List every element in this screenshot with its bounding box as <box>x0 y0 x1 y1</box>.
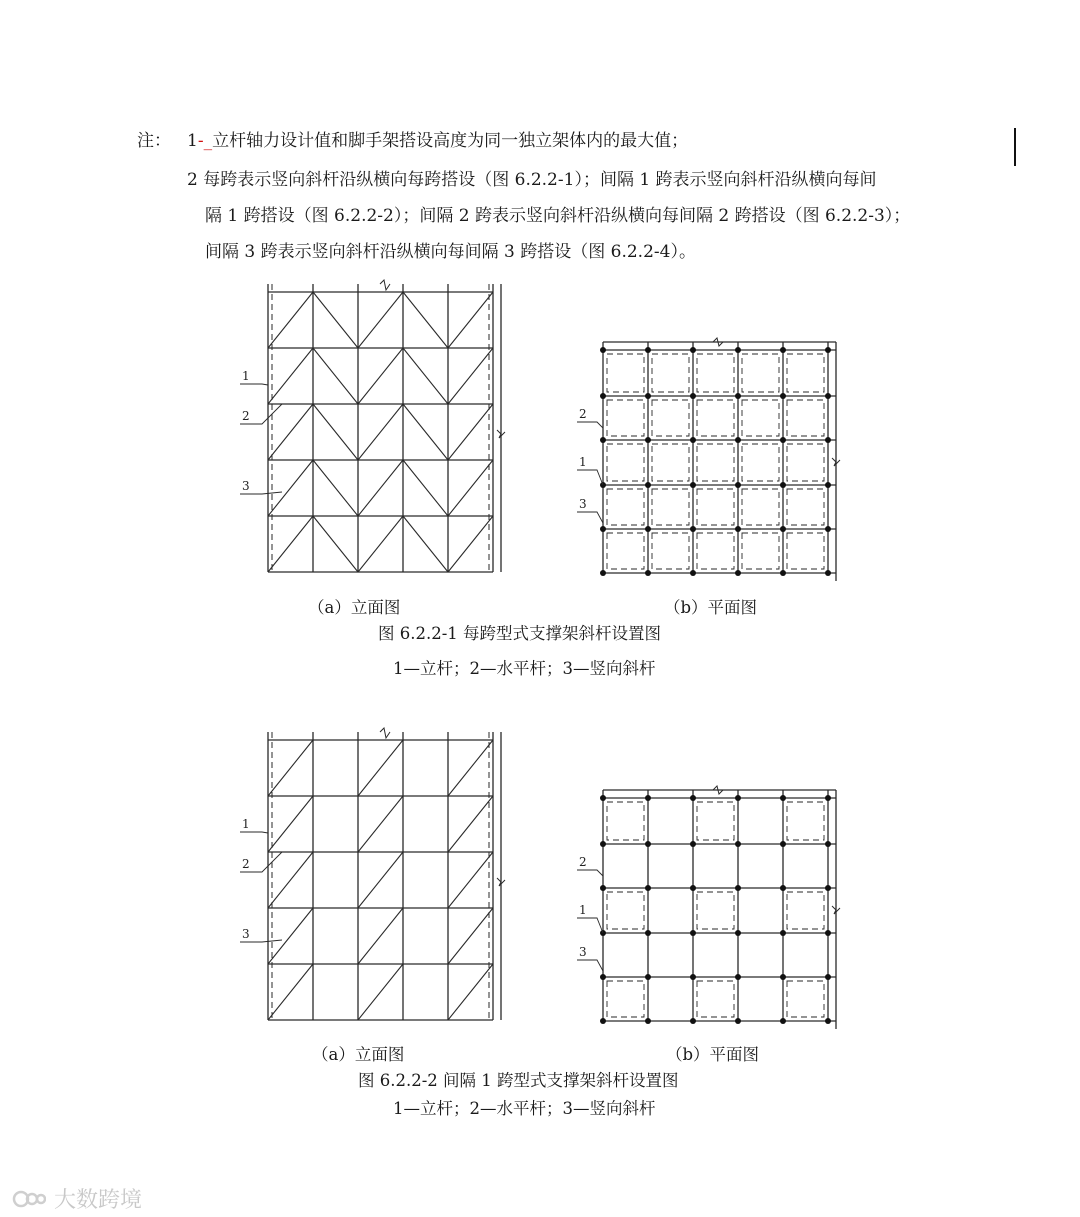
elevation-diagonal-brace <box>448 404 493 460</box>
plan-label-1: 2 <box>579 855 587 869</box>
plan-node <box>600 347 606 353</box>
elevation-diagonal-brace <box>358 796 403 852</box>
plan-node <box>825 1018 831 1024</box>
fig1-legend: 1—立杆；2—水平杆；3—竖向斜杆 <box>393 659 656 678</box>
fig2-plan-caption: （b）平面图 <box>666 1045 760 1064</box>
plan-node <box>780 526 786 532</box>
plan-leader-line <box>577 470 603 485</box>
plan-node <box>735 841 741 847</box>
plan-node <box>690 393 696 399</box>
plan-brace-square <box>607 489 644 525</box>
plan-brace-square <box>652 489 689 525</box>
elevation-diagonal-brace <box>313 348 358 404</box>
elevation-diagonal-brace <box>358 852 403 908</box>
plan-node <box>735 347 741 353</box>
plan-brace-square <box>742 444 779 481</box>
plan-node <box>690 347 696 353</box>
plan-node <box>825 482 831 488</box>
plan-node <box>600 795 606 801</box>
elevation-diagonal-brace <box>268 908 313 964</box>
elevation-diagonal-brace <box>268 964 313 1020</box>
elevation-diagonal-brace <box>358 516 403 572</box>
elevation-diagonal-brace <box>403 292 448 348</box>
plan-node <box>600 841 606 847</box>
plan-node <box>690 1018 696 1024</box>
plan-brace-square <box>697 533 734 569</box>
plan-node <box>690 885 696 891</box>
plan-node <box>645 482 651 488</box>
plan-node <box>825 795 831 801</box>
plan-brace-square <box>652 533 689 569</box>
elevation-label-1: 1 <box>242 817 250 831</box>
elevation-diagonal-brace <box>313 460 358 516</box>
plan-brace-square <box>697 354 734 392</box>
elevation-diagonal-brace <box>448 964 493 1020</box>
elevation-label-3: 3 <box>242 927 250 941</box>
plan-node <box>690 570 696 576</box>
plan-leader-line <box>577 870 603 876</box>
plan-node <box>780 393 786 399</box>
plan-brace-square <box>652 400 689 436</box>
plan-brace-square <box>787 400 824 436</box>
plan-node <box>735 974 741 980</box>
plan-brace-square <box>697 400 734 436</box>
plan-node <box>690 437 696 443</box>
plan-node <box>825 393 831 399</box>
plan-node <box>645 347 651 353</box>
plan-label-3: 3 <box>579 497 587 511</box>
elevation-break-mark <box>380 728 390 738</box>
note-2-line-3: 间隔 3 跨表示竖向斜杆沿纵横向每间隔 3 跨搭设（图 6.2.2-4）。 <box>205 242 696 262</box>
note-2-line-1: 2 每跨表示竖向斜杆沿纵横向每跨搭设（图 6.2.2-1）；间隔 1 跨表示竖向斜杆沿纵横向每间 <box>187 170 877 190</box>
plan-node <box>645 570 651 576</box>
fig2-elevation-drawing <box>230 728 530 1033</box>
elevation-diagonal-brace <box>358 348 403 404</box>
plan-brace-square <box>742 533 779 569</box>
elevation-label-1: 1 <box>242 369 250 383</box>
plan-brace-square <box>787 533 824 569</box>
plan-node <box>600 393 606 399</box>
note-1 <box>187 133 688 150</box>
plan-node <box>600 974 606 980</box>
elevation-diagonal-brace <box>358 740 403 796</box>
plan-brace-square <box>742 489 779 525</box>
plan-node <box>825 526 831 532</box>
plan-node <box>735 437 741 443</box>
fig2-elevation-caption: （a）立面图 <box>312 1045 405 1064</box>
plan-brace-square <box>607 400 644 436</box>
plan-node <box>825 930 831 936</box>
plan-node <box>735 795 741 801</box>
note-1-edit-mark: -_ <box>197 131 213 151</box>
plan-node <box>645 841 651 847</box>
elevation-diagonal-brace <box>448 460 493 516</box>
plan-node <box>645 974 651 980</box>
elevation-diagonal-brace <box>358 292 403 348</box>
plan-brace-square <box>697 802 734 840</box>
elevation-diagonal-brace <box>448 348 493 404</box>
fig1-plan-drawing <box>565 338 855 588</box>
elevation-diagonal-brace <box>268 740 313 796</box>
plan-node <box>600 885 606 891</box>
plan-node <box>735 570 741 576</box>
elevation-diagonal-brace <box>403 516 448 572</box>
plan-node <box>645 1018 651 1024</box>
plan-brace-square <box>607 444 644 481</box>
plan-label-1: 2 <box>579 407 587 421</box>
elevation-diagonal-brace <box>448 740 493 796</box>
elevation-diagonal-brace <box>313 404 358 460</box>
elevation-diagonal-brace <box>268 516 313 572</box>
plan-node <box>735 885 741 891</box>
elevation-diagonal-brace <box>403 348 448 404</box>
elevation-diagonal-brace <box>448 516 493 572</box>
fig1-plan-caption: （b）平面图 <box>664 598 758 617</box>
elevation-diagonal-brace <box>358 460 403 516</box>
plan-brace-square <box>607 981 644 1017</box>
plan-node <box>690 974 696 980</box>
note-1-number: 1 <box>187 131 198 151</box>
plan-node <box>825 974 831 980</box>
plan-brace-square <box>787 354 824 392</box>
elevation-label-2: 2 <box>242 857 250 871</box>
plan-brace-square <box>607 802 644 840</box>
elevation-label-3: 3 <box>242 479 250 493</box>
fig2-title: 图 6.2.2-2 间隔 1 跨型式支撑架斜杆设置图 <box>358 1071 679 1090</box>
plan-brace-square <box>697 981 734 1017</box>
elevation-diagonal-brace <box>448 796 493 852</box>
fig2-legend: 1—立杆；2—水平杆；3—竖向斜杆 <box>393 1099 656 1118</box>
plan-node <box>645 930 651 936</box>
plan-node <box>600 437 606 443</box>
plan-node <box>780 974 786 980</box>
plan-brace-square <box>607 892 644 929</box>
plan-node <box>645 393 651 399</box>
plan-node <box>780 841 786 847</box>
elevation-diagonal-brace <box>268 852 313 908</box>
plan-node <box>780 482 786 488</box>
plan-node <box>735 1018 741 1024</box>
note-1-text: 立杆轴力设计值和脚手架搭设高度为同一独立架体内的最大值； <box>212 131 689 151</box>
elevation-diagonal-brace <box>268 404 313 460</box>
plan-brace-square <box>652 444 689 481</box>
elevation-diagonal-brace <box>448 852 493 908</box>
plan-node <box>825 437 831 443</box>
plan-node <box>600 570 606 576</box>
plan-node <box>735 526 741 532</box>
plan-brace-square <box>742 400 779 436</box>
elevation-diagonal-brace <box>358 908 403 964</box>
plan-brace-square <box>787 802 824 840</box>
plan-node <box>780 795 786 801</box>
plan-node <box>735 482 741 488</box>
plan-leader-line <box>577 512 603 523</box>
fig1-elevation-drawing <box>230 280 530 585</box>
elevation-diagonal-brace <box>358 964 403 1020</box>
note-prefix: 注： <box>137 131 171 151</box>
plan-leader-line <box>577 918 603 933</box>
elevation-diagonal-brace <box>448 292 493 348</box>
plan-node <box>780 885 786 891</box>
watermark-logo-icon <box>12 1186 46 1212</box>
plan-node <box>600 1018 606 1024</box>
watermark-text: 大数跨境 <box>54 1188 143 1213</box>
plan-brace-square <box>607 354 644 392</box>
plan-leader-line <box>577 960 603 971</box>
plan-node <box>735 930 741 936</box>
fig2-plan-drawing <box>565 786 855 1036</box>
note-2-line-2: 隔 1 跨搭设（图 6.2.2-2）；间隔 2 跨表示竖向斜杆沿纵横向每间隔 2 跨搭设（图 6.2.2-3）； <box>205 206 911 226</box>
plan-node <box>600 526 606 532</box>
elevation-diagonal-brace <box>403 404 448 460</box>
elevation-diagonal-brace <box>313 516 358 572</box>
plan-node <box>825 347 831 353</box>
elevation-leader-line <box>240 832 268 833</box>
plan-node <box>780 570 786 576</box>
plan-node <box>645 526 651 532</box>
plan-node <box>825 841 831 847</box>
plan-brace-square <box>697 489 734 525</box>
plan-node <box>735 393 741 399</box>
plan-brace-square <box>787 489 824 525</box>
plan-node <box>645 795 651 801</box>
plan-brace-square <box>787 892 824 929</box>
plan-node <box>825 885 831 891</box>
elevation-break-mark <box>380 280 390 290</box>
plan-node <box>645 885 651 891</box>
plan-label-2: 1 <box>579 455 587 469</box>
plan-brace-square <box>787 981 824 1017</box>
plan-node <box>780 347 786 353</box>
plan-node <box>690 795 696 801</box>
elevation-diagonal-brace <box>268 348 313 404</box>
plan-node <box>825 570 831 576</box>
plan-node <box>690 930 696 936</box>
plan-node <box>690 526 696 532</box>
plan-brace-square <box>697 892 734 929</box>
plan-label-2: 1 <box>579 903 587 917</box>
fig1-title: 图 6.2.2-1 每跨型式支撑架斜杆设置图 <box>378 624 662 643</box>
plan-brace-square <box>742 354 779 392</box>
plan-brace-square <box>787 444 824 481</box>
watermark <box>12 1183 142 1214</box>
elevation-diagonal-brace <box>448 908 493 964</box>
plan-node <box>690 482 696 488</box>
elevation-diagonal-brace <box>268 292 313 348</box>
plan-brace-square <box>652 354 689 392</box>
plan-node <box>645 437 651 443</box>
fig1-elevation-caption: （a）立面图 <box>308 598 401 617</box>
plan-node <box>690 841 696 847</box>
plan-leader-line <box>577 422 603 428</box>
text-cursor <box>1014 128 1016 166</box>
elevation-diagonal-brace <box>268 460 313 516</box>
elevation-leader-line <box>240 384 268 385</box>
elevation-diagonal-brace <box>358 404 403 460</box>
plan-brace-square <box>697 444 734 481</box>
plan-node <box>780 437 786 443</box>
elevation-label-2: 2 <box>242 409 250 423</box>
plan-brace-square <box>607 533 644 569</box>
plan-node <box>780 1018 786 1024</box>
elevation-diagonal-brace <box>268 796 313 852</box>
plan-node <box>780 930 786 936</box>
elevation-diagonal-brace <box>313 292 358 348</box>
plan-label-3: 3 <box>579 945 587 959</box>
elevation-diagonal-brace <box>403 460 448 516</box>
